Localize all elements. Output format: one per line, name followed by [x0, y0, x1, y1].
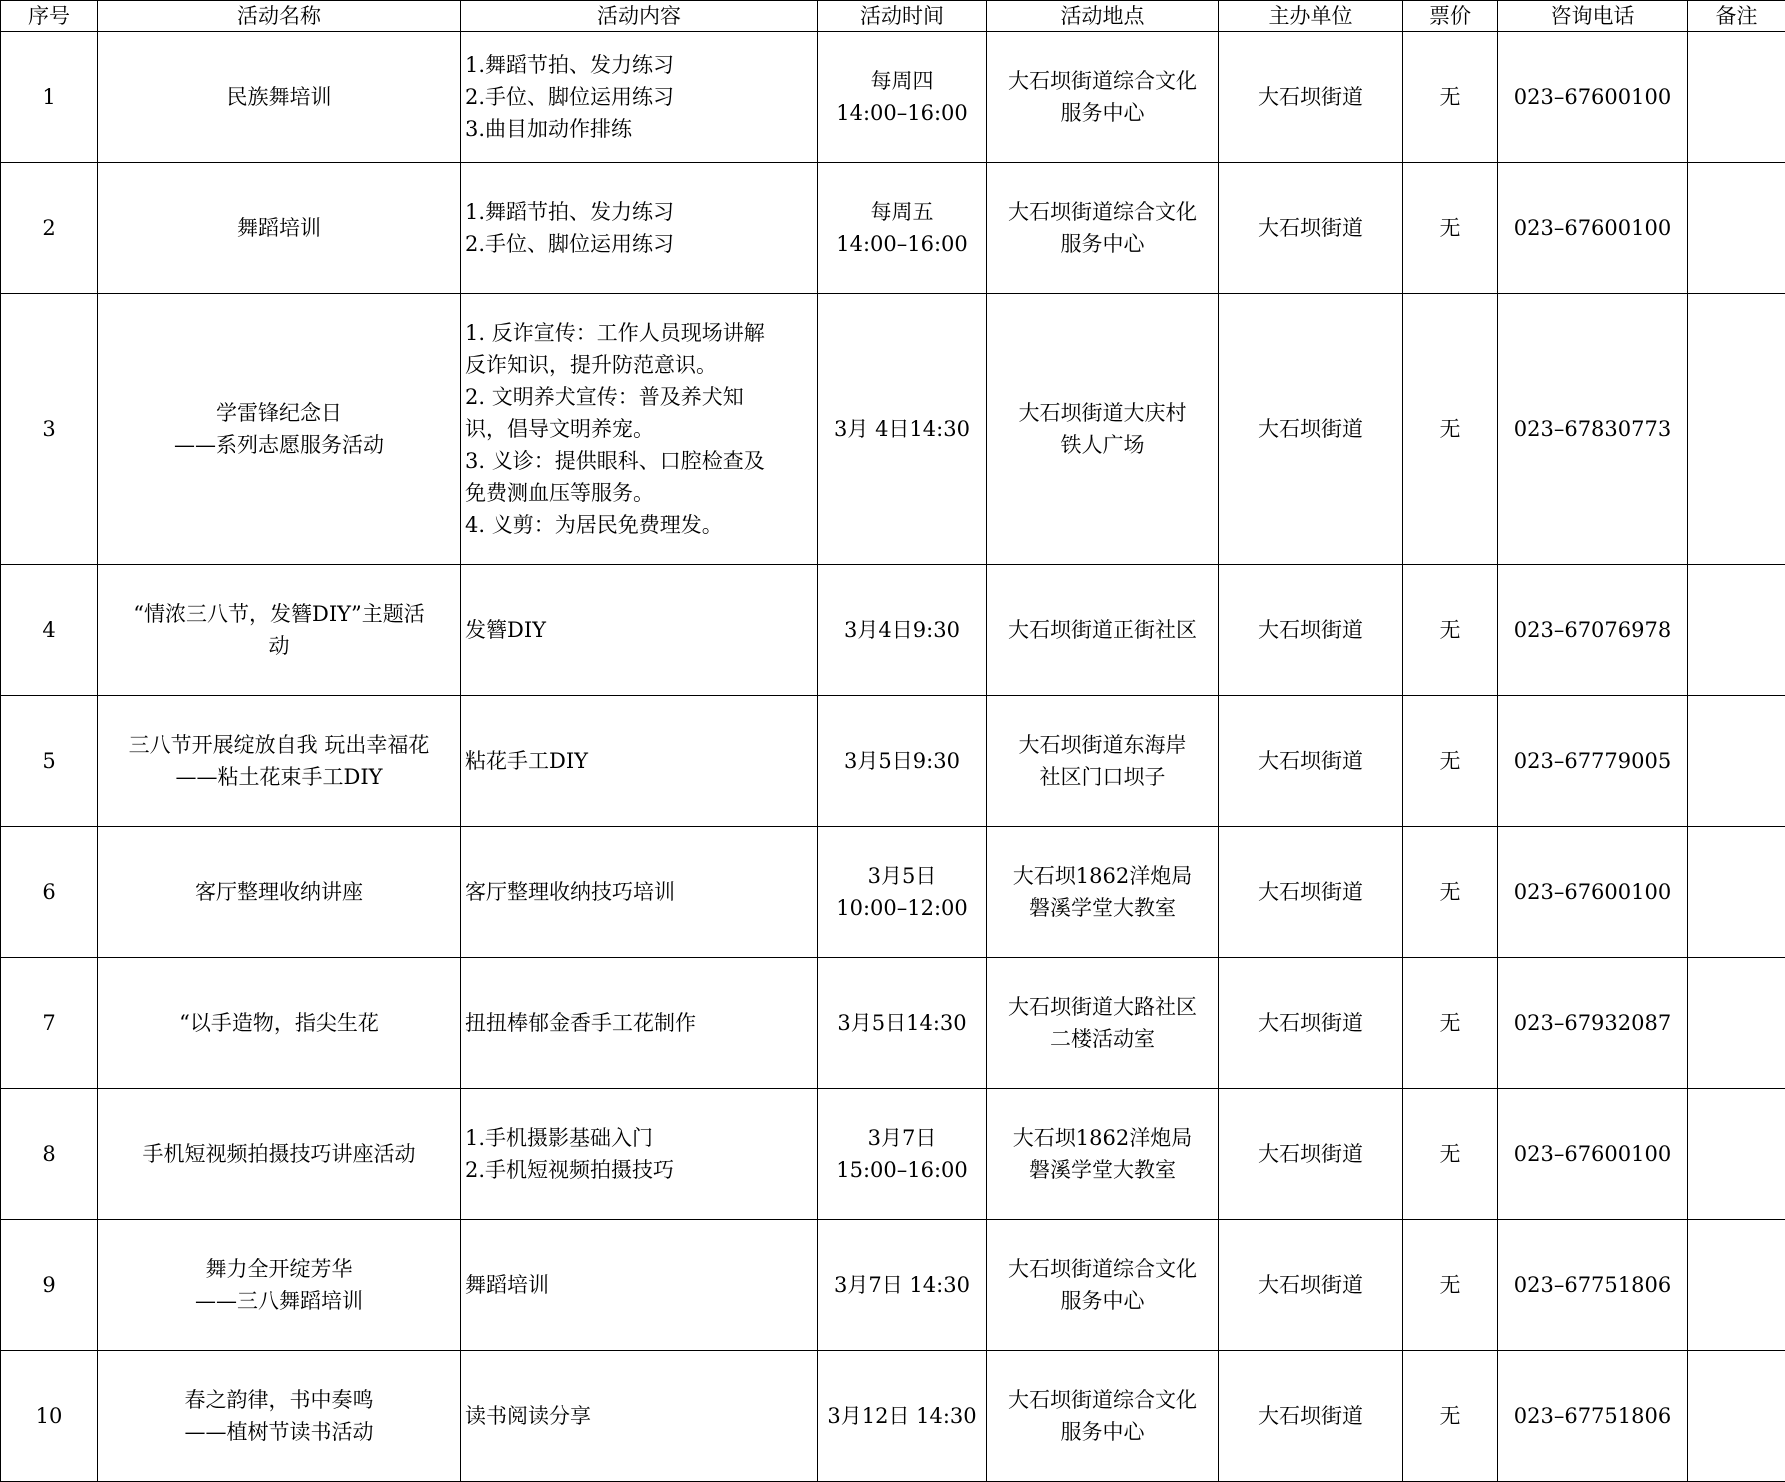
host-cell: 大石坝街道	[1219, 294, 1403, 565]
cell-line: 每周五	[870, 200, 934, 224]
price-cell: 无	[1403, 32, 1498, 163]
note-cell	[1688, 1351, 1785, 1482]
header-cell-host: 主办单位	[1219, 1, 1403, 32]
table-row	[1, 565, 1785, 696]
content-cell	[461, 696, 818, 827]
price-cell: 无	[1403, 1089, 1498, 1220]
header-cell-note: 备注	[1688, 1, 1785, 32]
cell-line: 大石坝街道正街社区	[1008, 618, 1197, 642]
host-cell: 大石坝街道	[1219, 1089, 1403, 1220]
cell-line: ——三八舞蹈培训	[195, 1289, 363, 1313]
cell-line: 三八节开展绽放自我 玩出幸福花	[128, 733, 430, 757]
header-cell-content: 活动内容	[461, 1, 818, 32]
name-cell	[98, 696, 461, 827]
cell-line: 民族舞培训	[226, 85, 332, 109]
note-cell	[1688, 163, 1785, 294]
place-cell	[987, 565, 1219, 696]
table-row	[1, 32, 1785, 163]
cell-line: 3.曲目加动作排练	[465, 117, 633, 141]
note-cell	[1688, 827, 1785, 958]
table-row	[1, 1089, 1785, 1220]
price-cell: 无	[1403, 696, 1498, 827]
time-cell	[818, 1220, 987, 1351]
cell-line: 服务中心	[1060, 232, 1145, 256]
cell-line: “情浓三八节，发簪DIY”主题活	[133, 602, 425, 626]
cell-line: 二楼活动室	[1050, 1027, 1155, 1051]
price-cell: 无	[1403, 827, 1498, 958]
cell-line: 大石坝街道综合文化	[1008, 1257, 1197, 1281]
cell-line: 大石坝街道综合文化	[1008, 200, 1197, 224]
content-cell	[461, 958, 818, 1089]
price-cell: 无	[1403, 294, 1498, 565]
host-cell: 大石坝街道	[1219, 958, 1403, 1089]
price-cell: 无	[1403, 1220, 1498, 1351]
content-cell	[461, 1220, 818, 1351]
header-cell-time: 活动时间	[818, 1, 987, 32]
cell-line: 大石坝街道综合文化	[1008, 69, 1197, 93]
phone-cell: 023–67600100	[1498, 32, 1688, 163]
cell-line: 动	[268, 634, 290, 658]
content-cell	[461, 163, 818, 294]
header-cell-price: 票价	[1403, 1, 1498, 32]
name-cell	[98, 1220, 461, 1351]
time-cell	[818, 565, 987, 696]
place-cell	[987, 958, 1219, 1089]
header-cell-no: 序号	[1, 1, 98, 32]
no-cell: 8	[1, 1089, 98, 1220]
note-cell	[1688, 696, 1785, 827]
cell-line: ——粘土花束手工DIY	[175, 765, 383, 789]
phone-cell: 023–67751806	[1498, 1220, 1688, 1351]
cell-line: 粘花手工DIY	[465, 749, 588, 773]
cell-line: 服务中心	[1060, 1420, 1145, 1444]
cell-line: 3月4日9:30	[844, 618, 960, 642]
note-cell	[1688, 958, 1785, 1089]
cell-line: 舞蹈培训	[237, 216, 321, 240]
name-cell	[98, 958, 461, 1089]
price-cell: 无	[1403, 565, 1498, 696]
cell-line: 3月5日9:30	[844, 749, 960, 773]
price-cell: 无	[1403, 958, 1498, 1089]
content-cell	[461, 294, 818, 565]
place-cell	[987, 1351, 1219, 1482]
host-cell: 大石坝街道	[1219, 827, 1403, 958]
phone-cell: 023–67600100	[1498, 1089, 1688, 1220]
time-cell	[818, 958, 987, 1089]
header-cell-name: 活动名称	[98, 1, 461, 32]
cell-line: “以手造物，指尖生花	[179, 1011, 379, 1035]
cell-line: 1. 反诈宣传：工作人员现场讲解	[465, 321, 765, 345]
content-cell	[461, 32, 818, 163]
cell-line: 3月5日	[867, 864, 937, 888]
no-cell: 3	[1, 294, 98, 565]
cell-line: ——系列志愿服务活动	[174, 433, 384, 457]
no-cell: 5	[1, 696, 98, 827]
content-cell	[461, 827, 818, 958]
cell-line: 铁人广场	[1060, 433, 1145, 457]
cell-line: 3月5日14:30	[837, 1011, 967, 1035]
cell-line: 客厅整理收纳技巧培训	[465, 880, 675, 904]
cell-line: 扭扭棒郁金香手工花制作	[465, 1011, 696, 1035]
note-cell	[1688, 1089, 1785, 1220]
no-cell: 1	[1, 32, 98, 163]
cell-line: 大石坝1862洋炮局	[1012, 864, 1193, 888]
no-cell: 10	[1, 1351, 98, 1482]
table-row	[1, 1220, 1785, 1351]
name-cell	[98, 294, 461, 565]
table-row	[1, 294, 1785, 565]
cell-line: 每周四	[870, 69, 934, 93]
name-cell	[98, 32, 461, 163]
host-cell: 大石坝街道	[1219, 32, 1403, 163]
cell-line: 大石坝街道综合文化	[1008, 1388, 1197, 1412]
place-cell	[987, 32, 1219, 163]
time-cell	[818, 696, 987, 827]
table-row	[1, 827, 1785, 958]
time-cell	[818, 1351, 987, 1482]
cell-line: ——植树节读书活动	[184, 1420, 374, 1444]
host-cell: 大石坝街道	[1219, 565, 1403, 696]
place-cell	[987, 1089, 1219, 1220]
no-cell: 2	[1, 163, 98, 294]
phone-cell: 023–67751806	[1498, 1351, 1688, 1482]
cell-line: 大石坝街道东海岸	[1018, 733, 1187, 757]
time-cell	[818, 1089, 987, 1220]
table-row	[1, 958, 1785, 1089]
table-body	[1, 32, 1785, 1482]
note-cell	[1688, 32, 1785, 163]
place-cell	[987, 1220, 1219, 1351]
cell-line: 客厅整理收纳讲座	[195, 880, 363, 904]
note-cell	[1688, 294, 1785, 565]
cell-line: 大石坝街道大路社区	[1008, 995, 1197, 1019]
phone-cell: 023–67600100	[1498, 827, 1688, 958]
cell-line: 3月12日 14:30	[827, 1404, 977, 1428]
phone-cell: 023–67076978	[1498, 565, 1688, 696]
cell-line: 大石坝1862洋炮局	[1012, 1126, 1193, 1150]
header-row	[1, 1, 1785, 32]
cell-line: 2.手位、脚位运用练习	[465, 85, 675, 109]
cell-line: 3. 义诊：提供眼科、口腔检查及	[465, 449, 765, 473]
table-row	[1, 696, 1785, 827]
cell-line: 14:00–16:00	[836, 101, 968, 125]
no-cell: 4	[1, 565, 98, 696]
cell-line: 14:00–16:00	[836, 232, 968, 256]
place-cell	[987, 163, 1219, 294]
cell-line: 服务中心	[1060, 1289, 1145, 1313]
content-cell	[461, 1089, 818, 1220]
cell-line: 社区门口坝子	[1039, 765, 1166, 789]
note-cell	[1688, 565, 1785, 696]
price-cell: 无	[1403, 163, 1498, 294]
cell-line: 1.舞蹈节拍、发力练习	[465, 200, 675, 224]
time-cell	[818, 32, 987, 163]
cell-line: 读书阅读分享	[465, 1404, 591, 1428]
cell-line: 3月7日	[867, 1126, 937, 1150]
time-cell	[818, 294, 987, 565]
price-cell: 无	[1403, 1351, 1498, 1482]
place-cell	[987, 294, 1219, 565]
cell-line: 发簪DIY	[465, 618, 546, 642]
cell-line: 磐溪学堂大教室	[1029, 1158, 1176, 1182]
cell-line: 4. 义剪：为居民免费理发。	[465, 513, 723, 537]
cell-line: 2. 文明养犬宣传：普及养犬知	[465, 385, 744, 409]
note-cell	[1688, 1220, 1785, 1351]
cell-line: 手机短视频拍摄技巧讲座活动	[142, 1142, 416, 1166]
no-cell: 6	[1, 827, 98, 958]
table-row	[1, 1351, 1785, 1482]
phone-cell: 023–67779005	[1498, 696, 1688, 827]
no-cell: 9	[1, 1220, 98, 1351]
cell-line: 磐溪学堂大教室	[1029, 896, 1176, 920]
header-cell-phone: 咨询电话	[1498, 1, 1688, 32]
cell-line: 2.手位、脚位运用练习	[465, 232, 675, 256]
cell-line: 3月 4日14:30	[834, 417, 970, 441]
cell-line: 1.手机摄影基础入门	[465, 1126, 654, 1150]
cell-line: 15:00–16:00	[836, 1158, 968, 1182]
content-cell	[461, 1351, 818, 1482]
cell-line: 1.舞蹈节拍、发力练习	[465, 53, 675, 77]
host-cell: 大石坝街道	[1219, 1220, 1403, 1351]
phone-cell: 023–67932087	[1498, 958, 1688, 1089]
time-cell	[818, 163, 987, 294]
cell-line: 春之韵律，书中奏鸣	[184, 1388, 374, 1412]
cell-line: 免费测血压等服务。	[465, 481, 654, 505]
phone-cell: 023–67830773	[1498, 294, 1688, 565]
content-cell	[461, 565, 818, 696]
cell-line: 舞蹈培训	[465, 1273, 549, 1297]
name-cell	[98, 163, 461, 294]
name-cell	[98, 1351, 461, 1482]
cell-line: 学雷锋纪念日	[216, 401, 342, 425]
cell-line: 服务中心	[1060, 101, 1145, 125]
cell-line: 10:00–12:00	[836, 896, 968, 920]
cell-line: 舞力全开绽芳华	[205, 1257, 353, 1281]
header-cell-place: 活动地点	[987, 1, 1219, 32]
cell-line: 2.手机短视频拍摄技巧	[465, 1158, 675, 1182]
name-cell	[98, 1089, 461, 1220]
host-cell: 大石坝街道	[1219, 696, 1403, 827]
host-cell: 大石坝街道	[1219, 163, 1403, 294]
name-cell	[98, 565, 461, 696]
name-cell	[98, 827, 461, 958]
place-cell	[987, 827, 1219, 958]
cell-line: 3月7日 14:30	[834, 1273, 970, 1297]
place-cell	[987, 696, 1219, 827]
cell-line: 识，倡导文明养宠。	[465, 417, 654, 441]
time-cell	[818, 827, 987, 958]
phone-cell: 023–67600100	[1498, 163, 1688, 294]
cell-line: 反诈知识，提升防范意识。	[465, 353, 717, 377]
table-row	[1, 163, 1785, 294]
no-cell: 7	[1, 958, 98, 1089]
cell-line: 大石坝街道大庆村	[1018, 401, 1187, 425]
host-cell: 大石坝街道	[1219, 1351, 1403, 1482]
